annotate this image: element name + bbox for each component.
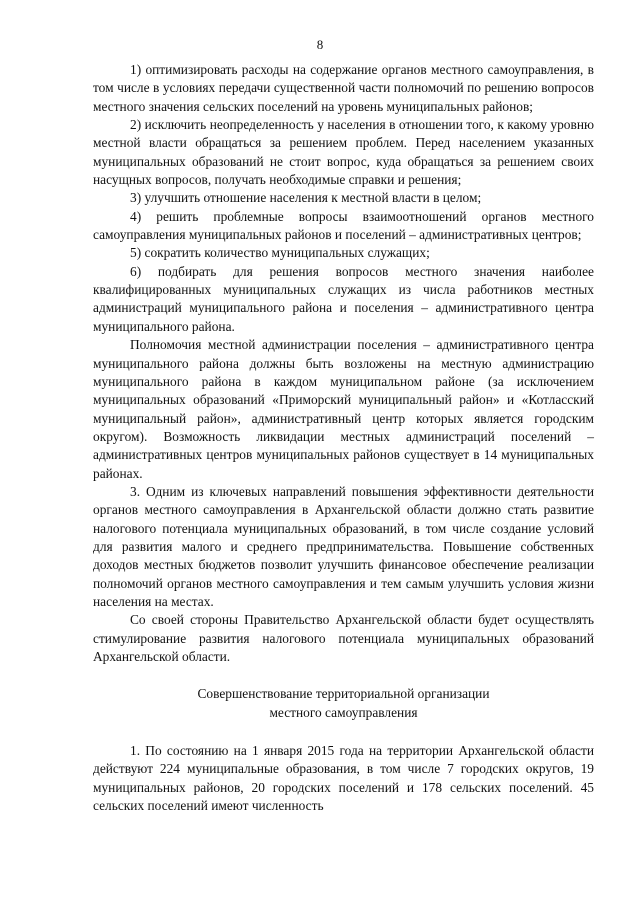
paragraph: 1) оптимизировать расходы на содержание органов местного самоуправления, в том числе в условиях передачи существенной части полномочий по решению вопросов местного значения сельских поселений на уровень муниципальных районов; bbox=[93, 62, 594, 114]
section-heading-line: Совершенствование территориальной организации bbox=[197, 686, 490, 702]
paragraph: 4) решить проблемные вопросы взаимоотношений органов местного самоуправления муниципальных районов и поселений – административных центров; bbox=[93, 208, 594, 243]
document-body bbox=[93, 61, 594, 815]
paragraph: 3. Одним из ключевых направлений повышения эффективности деятельности органов местного самоуправления в Архангельской области должно стать развитие налогового потенциала муниципальных образований, в том числе создание условий для развития малого и среднего предпринимательства. Повышение собственных доходов местных бюджетов позволит улучшить финансовое обеспечение реализации полномочий органов местного самоуправления и тем самым улучшить условия жизни населения на местах. bbox=[93, 483, 594, 609]
paragraph: 5) сократить количество муниципальных служащих; bbox=[130, 245, 430, 261]
section-heading bbox=[93, 685, 594, 722]
paragraph: 3) улучшить отношение населения к местной власти в целом; bbox=[130, 190, 482, 206]
paragraph: 6) подбирать для решения вопросов местного значения наиболее квалифицированных муниципальных служащих из числа работников местных администраций муниципального района и поселения – административного центра муниципального района. bbox=[93, 263, 594, 334]
paragraph: Со своей стороны Правительство Архангельской области будет осуществлять стимулирование развития налогового потенциала муниципальных образований Архангельской области. bbox=[93, 612, 594, 664]
paragraph: 2) исключить неопределенность у населения в отношении того, к какому уровню местной власти обращаться за решением проблем. Перед населением указанных муниципальных образований не стоит вопрос, куда обращаться за решением своих насущных вопросов, получать необходимые справки и решения; bbox=[93, 117, 594, 188]
paragraph: Полномочия местной администрации поселения – административного центра муниципального района должны быть возложены на местную администрацию муниципального района в каждом муниципальном районе (за исключением муниципальных образований «Приморский муниципальный район» и «Котласский муниципальный район», административный центр которых является городским округом). Возможность ликвидации местных администраций поселений – административных центров муниципальных районов существует в 14 муниципальных районах. bbox=[93, 337, 594, 481]
section-heading-line: местного самоуправления bbox=[269, 704, 418, 720]
paragraph: 1. По состоянию на 1 января 2015 года на территории Архангельской области действуют 224 муниципальные образования, в том числе 7 городских округов, 19 муниципальных районов, 20 городских поселений и 178 сельских поселений. 45 сельских поселений имеют численность bbox=[93, 743, 594, 814]
page-number: 8 bbox=[316, 37, 324, 52]
